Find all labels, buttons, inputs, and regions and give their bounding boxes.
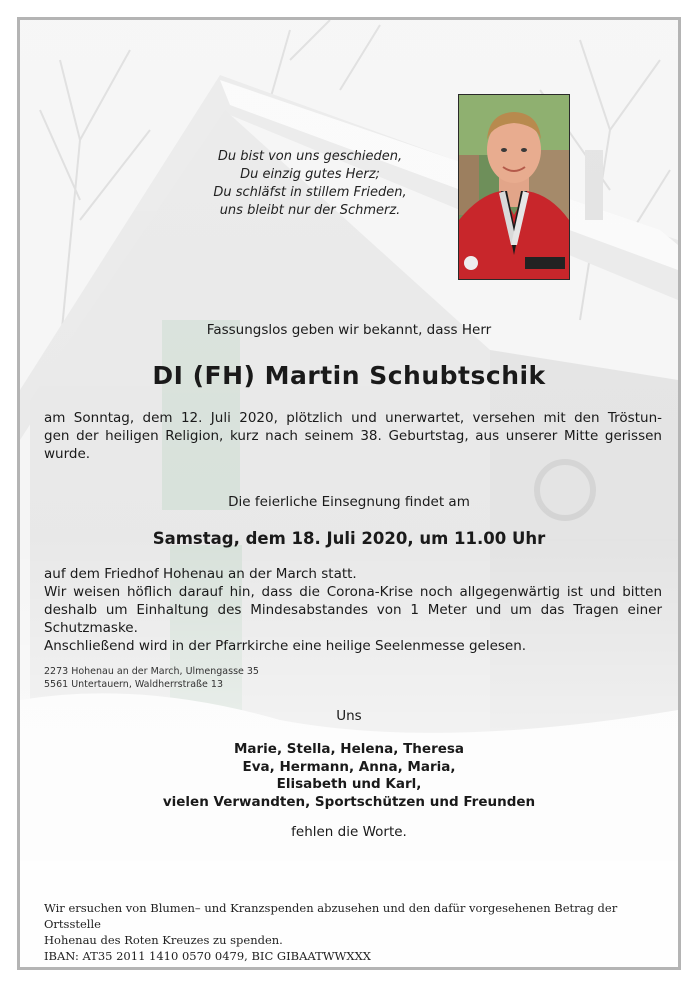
donation-line: Hohenau des Roten Kreuzes zu spenden.: [44, 933, 283, 947]
family-addresses: [44, 665, 259, 691]
paragraph-line: Schutzmaske.: [44, 620, 138, 636]
paragraph-line: Wir weisen höflich darauf hin, dass die Corona-Krise noch allgegenwärtig ist und bitten: [44, 584, 662, 600]
poem-line: Du bist von uns geschieden,: [217, 149, 403, 164]
ceremony-date: Samstag, dem 18. Juli 2020, um 11.00 Uhr: [152, 529, 546, 548]
mourners-list: [20, 741, 678, 811]
closing-line: fehlen die Worte.: [291, 824, 407, 840]
announcement-intro: Fassungslos geben wir bekannt, dass Herr: [206, 322, 492, 338]
paragraph-line: auf dem Friedhof Hohenau an der March statt.: [44, 566, 357, 582]
address-line: 2273 Hohenau an der March, Ulmengasse 35: [44, 666, 259, 677]
memorial-poem: [150, 148, 470, 220]
mourners-line: vielen Verwandten, Sportschützen und Freunden: [162, 793, 536, 810]
mourners-line: Eva, Hermann, Anna, Maria,: [242, 758, 456, 775]
poem-line: uns bleibt nur der Schmerz.: [219, 203, 401, 218]
paragraph-line: Anschließend wird in der Pfarrkirche eine heilige Seelenmesse gelesen.: [44, 638, 527, 654]
obituary-card: [17, 17, 681, 970]
death-notice-paragraph: [44, 409, 662, 463]
poem-line: Du schläfst in stillem Frieden,: [213, 185, 407, 200]
mourners-line: Elisabeth und Karl,: [276, 776, 422, 792]
portrait-photo: [458, 94, 570, 280]
donation-line: Wir ersuchen von Blumen– und Kranzspenden abzusehen und den dafür vorgesehenen Betrag der Ortsstelle: [44, 901, 618, 931]
poem-line: Du einzig gutes Herz;: [240, 167, 380, 182]
uns-label: Uns: [336, 708, 362, 724]
ceremony-paragraph: [44, 565, 662, 655]
address-line: 5561 Untertauern, Waldherrstraße 13: [44, 679, 223, 690]
deceased-name: DI (FH) Martin Schubtschik: [152, 361, 546, 390]
ceremony-intro: Die feierliche Einsegnung findet am: [228, 494, 470, 510]
iban-line: IBAN: AT35 2011 1410 0570 0479, BIC GIBAATWWXXX: [44, 949, 371, 963]
donation-note: [44, 900, 664, 964]
paragraph-line: deshalb um Einhaltung des Mindesabstandes von 1 Meter und um das Tragen einer: [44, 602, 662, 618]
paragraph-line: gen der heiligen Religion, kurz nach seinem 38. Geburtstag, aus unserer Mitte gerissen: [44, 428, 662, 444]
paragraph-line: am Sonntag, dem 12. Juli 2020, plötzlich und unerwartet, versehen mit den Tröstun-: [44, 410, 662, 426]
mourners-line: Marie, Stella, Helena, Theresa: [233, 741, 465, 757]
paragraph-line: wurde.: [44, 446, 91, 462]
